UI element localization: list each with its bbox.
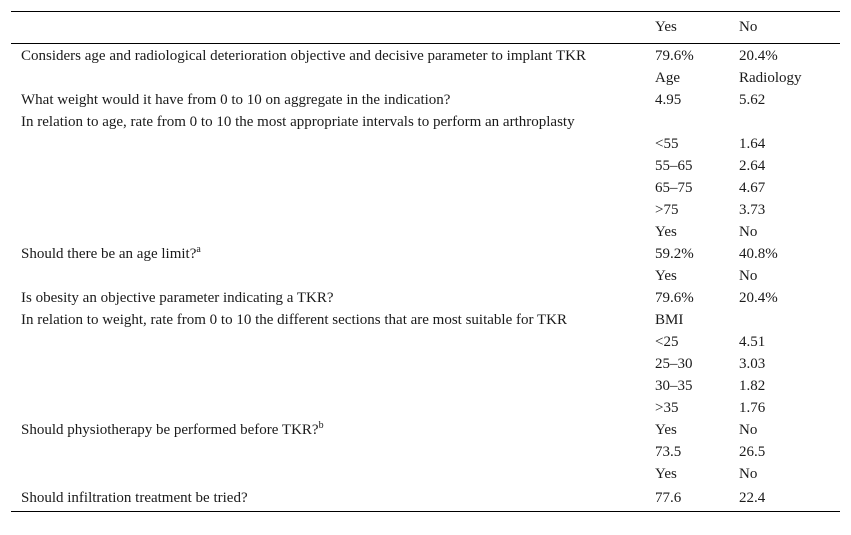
table-row [11,243,840,265]
question-cell [11,221,645,243]
value-cell-a: 79.6% [655,48,694,64]
value-cell-a: 77.6 [645,485,729,512]
value-cell-a: BMI [655,312,684,328]
question-cell [11,89,645,111]
table-row [11,111,840,133]
question-cell [11,133,645,155]
question-cell [11,419,645,441]
value-cell-b: No [739,268,758,284]
value-cell-a: Yes [655,466,677,482]
footnote-marker: a [196,244,201,255]
value-cell-b: 4.67 [739,180,766,196]
table-row [11,199,840,221]
question-text: Considers age and radiological deterioration objective and decisive parameter to implant TKR [21,48,586,64]
table-body [11,44,840,512]
table-row [11,353,840,375]
value-cell-a: 4.95 [655,92,682,108]
value-cell-a [645,111,729,133]
question-cell [11,287,645,309]
question-cell [11,177,645,199]
table-row [11,44,840,68]
table-row [11,177,840,199]
table-row [11,309,840,331]
table-row [11,463,840,485]
question-cell [11,265,645,287]
table-row [11,485,840,512]
question-cell [11,463,645,485]
table-row [11,331,840,353]
value-cell-b: 1.64 [739,136,766,152]
value-cell-a: 55–65 [655,158,693,174]
value-cell-a: 79.6% [655,290,694,306]
value-cell-b: No [739,466,758,482]
value-cell-a: <25 [655,334,679,350]
question-cell [11,331,645,353]
value-cell-b: 1.82 [739,378,766,394]
question-cell [11,441,645,463]
table-row [11,375,840,397]
question-cell [11,67,645,89]
table-row [11,287,840,309]
value-cell-b: 20.4% [739,290,778,306]
table-row [11,89,840,111]
value-cell-b: 26.5 [739,444,766,460]
question-cell [11,155,645,177]
value-cell-b: 40.8% [739,246,778,262]
table-row [11,133,840,155]
header-yes-cell: Yes [655,19,677,35]
question-text: In relation to age, rate from 0 to 10 the most appropriate intervals to perform an arthroplasty [21,114,575,130]
table-header [11,12,840,44]
question-cell [11,375,645,397]
value-cell-b: 3.03 [739,356,766,372]
value-cell-b: 5.62 [739,92,766,108]
question-text: Should physiotherapy be performed before TKR? [21,422,319,438]
question-text: What weight would it have from 0 to 10 on aggregate in the indication? [21,92,451,108]
table-row [11,441,840,463]
value-cell-b: 3.73 [739,202,766,218]
question-cell [11,44,645,68]
question-text: Should infiltration treatment be tried? [21,490,248,506]
value-cell-b [729,309,840,331]
question-cell [11,397,645,419]
value-cell-a: Yes [655,268,677,284]
value-cell-b [729,111,840,133]
value-cell-a: Yes [655,224,677,240]
value-cell-b: 20.4% [739,48,778,64]
value-cell-b: Radiology [739,70,802,86]
value-cell-a: Age [655,70,680,86]
question-cell [11,243,645,265]
value-cell-a: 59.2% [655,246,694,262]
value-cell-a: 25–30 [655,356,693,372]
value-cell-b: No [739,422,758,438]
table-row [11,397,840,419]
value-cell-a: 73.5 [655,444,682,460]
question-cell [11,353,645,375]
question-cell [11,309,645,331]
value-cell-a: <55 [655,136,679,152]
header-question-cell [11,12,645,44]
value-cell-a: >35 [655,400,679,416]
value-cell-b: 1.76 [739,400,766,416]
value-cell-b: 2.64 [739,158,766,174]
value-cell-b: 22.4 [729,485,840,512]
table-row [11,265,840,287]
value-cell-a: 30–35 [655,378,693,394]
header-row [11,12,840,44]
question-text: Should there be an age limit? [21,246,197,262]
table-row [11,221,840,243]
question-cell [11,199,645,221]
value-cell-b: 4.51 [739,334,766,350]
value-cell-a: 65–75 [655,180,693,196]
question-text: Is obesity an objective parameter indicating a TKR? [21,290,334,306]
question-cell [11,485,645,512]
value-cell-a: >75 [655,202,679,218]
value-cell-b: No [739,224,758,240]
header-no-cell: No [739,19,758,35]
footnote-marker: b [318,420,324,431]
question-text: In relation to weight, rate from 0 to 10 the different sections that are most suitable for TKR [21,312,567,328]
table-row [11,67,840,89]
table-row [11,155,840,177]
value-cell-a: Yes [655,422,677,438]
question-cell [11,111,645,133]
table-row [11,419,840,441]
survey-table [11,11,840,512]
